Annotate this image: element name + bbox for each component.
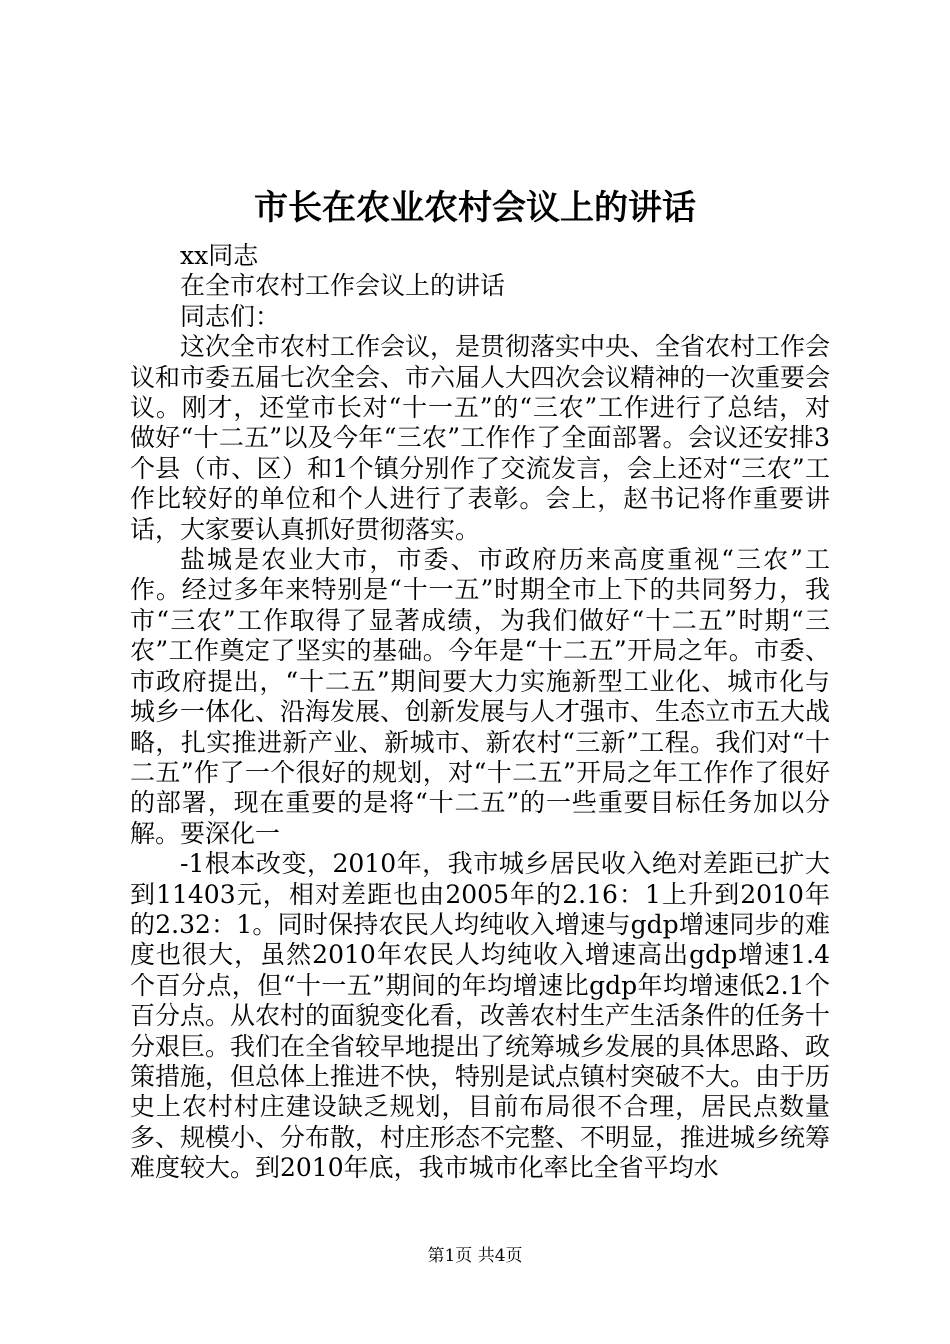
- speech-subtitle: 在全市农村工作会议上的讲话: [180, 271, 506, 301]
- page-number-footer: 第1页 共4页: [427, 1246, 523, 1266]
- document-title: 市长在农业农村会议上的讲话: [254, 188, 696, 228]
- salutation-line: 同志们：: [180, 301, 281, 331]
- body-paragraph: 这次全市农村工作会议，是贯彻落实中央、全省农村工作会议和市委五届七次全会、市六届人大四次会议精神的一次重要会议。刚才，还堂市长对“十一五”的“三农”工作进行了总结，对做好“十二五”以及今年“三农”工作作了全面部署。会议还安排3个县（市、区）和1个镇分别作了交流发言，会上还对“三农”工作比较好的单位和个人进行了表彰。会上，赵书记将作重要讲话，大家要认真抓好贯彻落实。: [130, 332, 831, 544]
- addressee-line: xx同志: [180, 241, 259, 270]
- document-body: [130, 241, 830, 1184]
- body-paragraph: 盐城是农业大市，市委、市政府历来高度重视“三农”工作。经过多年来特别是“十一五”时期全市上下的共同努力，我市“三农”工作取得了显著成绩，为我们做好“十二五”时期“三农”工作奠定了坚实的基础。今年是“十二五”开局之年。市委、市政府提出，“十二五”期间要大力实施新型工业化、城市化与城乡一体化、沿海发展、创新发展与人才强市、生态立市五大战略，扎实推进新产业、新城市、新农村“三新”工程。我们对“十二五”作了一个很好的规划，对“十二五”开局之年工作作了很好的部署，现在重要的是将“十二五”的一些重要目标任务加以分解。要深化一: [130, 545, 831, 848]
- body-paragraph: -1根本改变，2010年，我市城乡居民收入绝对差距已扩大到11403元，相对差距也由2005年的2.16：1上升到2010年的2.32：1。同时保持农民人均纯收入增速与gdp增速同步的难度也很大，虽然2010年农民人均纯收入增速高出gdp增速1.4个百分点，但“十一五”期间的年均增速比gdp年均增速低2.1个百分点。从农村的面貌变化看，改善农村生产生活条件的任务十分艰巨。我们在全省较早地提出了统筹城乡发展的具体思路、政策措施，但总体上推进不快，特别是试点镇村突破不大。由于历史上农村村庄建设缺乏规划，目前布局很不合理，居民点数量多、规模小、分布散，村庄形态不完整、不明显，推进城乡统筹难度较大。到2010年底，我市城市化率比全省平均水: [130, 849, 831, 1183]
